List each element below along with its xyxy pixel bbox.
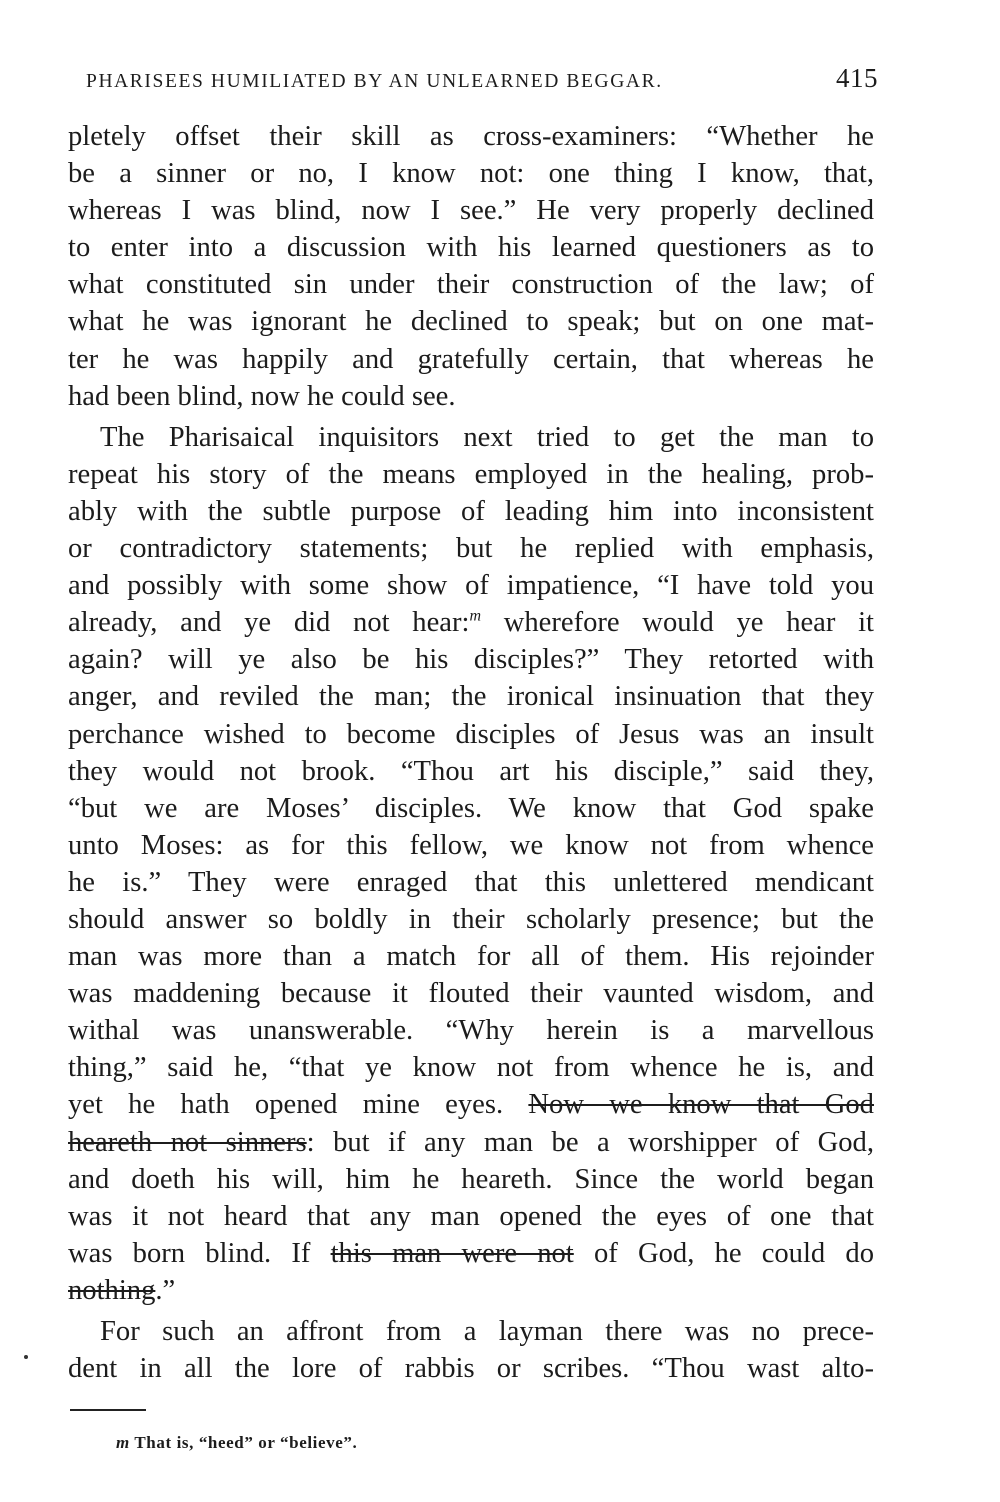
text-line: should answer so boldly in their scholarly presence; but the (68, 903, 874, 935)
text-line: what constituted sin under their construction of the law; of (68, 269, 874, 301)
text-segment: wherefore would ye hear it (481, 607, 874, 639)
text-segment: of God, he could do (573, 1237, 874, 1269)
text-line: be a sinner or no, I know not: one thing I know, that, (68, 158, 874, 190)
text-line (68, 1086, 874, 1123)
text-line: man was more than a match for all of them. His rejoinder (68, 941, 874, 973)
body-text (68, 118, 874, 1387)
footnote-rule (70, 1409, 146, 1411)
footnote-marker: m (116, 1433, 130, 1452)
print-speck (24, 1355, 28, 1359)
text-line: ter he was happily and gratefully certain, that whereas he (68, 343, 874, 375)
text-line: withal was unanswerable. “Why herein is a marvellous (68, 1015, 874, 1047)
text-line: “but we are Moses’ disciples. We know that God spake (68, 792, 874, 824)
text-line: The Pharisaical inquisitors next tried to get the man to (100, 421, 874, 453)
text-line (68, 604, 874, 641)
struck-through-text: nothing (68, 1274, 156, 1306)
running-title: PHARISEES HUMILIATED BY AN UNLEARNED BEGGAR. (86, 71, 663, 92)
text-line: dent in all the lore of rabbis or scribes. “Thou wast alto- (68, 1353, 874, 1385)
page-number: 415 (836, 63, 878, 93)
text-segment: .” (155, 1274, 176, 1306)
text-line: was maddening because it flouted their vaunted wisdom, and (68, 978, 874, 1010)
text-line: ably with the subtle purpose of leading him into inconsistent (68, 495, 874, 527)
text-line: thing,” said he, “that ye know not from whence he is, and (68, 1052, 874, 1084)
text-line: was it not heard that any man opened the eyes of one that (68, 1200, 874, 1232)
text-segment: yet he hath opened mine eyes. (68, 1089, 529, 1121)
text-line: repeat his story of the means employed in the healing, prob- (68, 458, 874, 490)
text-line (68, 1272, 874, 1309)
text-line: whereas I was blind, now I see.” He very properly declined (68, 195, 874, 227)
text-line: had been blind, now he could see. (68, 380, 456, 412)
text-line: again? will ye also be his disciples?” They retorted with (68, 644, 874, 676)
text-line: to enter into a discussion with his learned questioners as to (68, 232, 874, 264)
text-line: they would not brook. “Thou art his disciple,” said they, (68, 755, 874, 787)
text-line: and possibly with some show of impatience, “I have told you (68, 570, 874, 602)
text-line: what he was ignorant he declined to speak; but on one mat- (68, 306, 874, 338)
text-segment: was born blind. If (68, 1237, 331, 1269)
text-line: For such an affront from a layman there was no prece- (100, 1316, 874, 1347)
text-line: anger, and reviled the man; the ironical insinuation that they (68, 681, 874, 713)
struck-through-text: this man were not (330, 1237, 574, 1269)
text-segment: already, and ye did not hear: (68, 607, 470, 639)
running-head (86, 63, 878, 94)
text-line: pletely offset their skill as cross-examiners: “Whether he (68, 121, 874, 152)
text-line: unto Moses: as for this fellow, we know not from whence (68, 829, 874, 861)
text-segment: : but if any man be a worshipper of God, (306, 1126, 874, 1158)
footnote-reference: m (469, 607, 482, 625)
footnote (116, 1433, 357, 1453)
struck-through-text: Now we know that God (528, 1089, 874, 1121)
text-line: he is.” They were enraged that this unlettered mendicant (68, 866, 874, 898)
text-line: or contradictory statements; but he replied with emphasis, (68, 533, 874, 565)
struck-through-text: heareth not sinners (68, 1126, 307, 1158)
text-line: perchance wished to become disciples of Jesus was an insult (68, 718, 874, 750)
text-line (68, 1124, 874, 1161)
text-line (68, 1235, 874, 1272)
text-line: and doeth his will, him he heareth. Since the world began (68, 1163, 874, 1195)
footnote-text: That is, “heed” or “believe”. (129, 1433, 358, 1452)
